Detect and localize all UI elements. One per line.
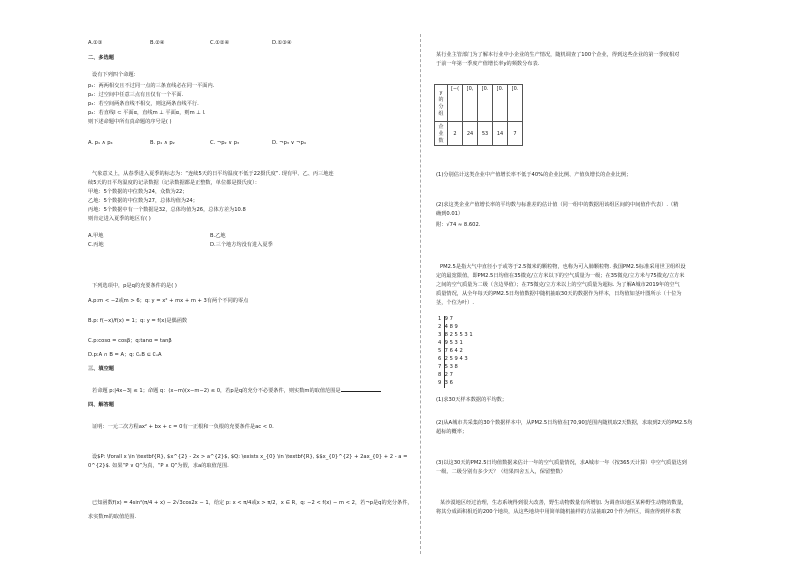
- summer-line: 丙地：5个数据中有一个数据是32，总体均值为26，总体方差为10.8: [88, 207, 246, 213]
- choice-c: C.丙地: [88, 242, 104, 248]
- table-cell: 14: [493, 122, 508, 146]
- table-cell: [−(: [448, 85, 463, 122]
- suff-item: C.p:cosα = cosβ；q:tanα = tanβ: [88, 338, 172, 344]
- growth-part1: (1)分别估计这类企业中产值增长率不低于40%的企业比例、产值负增长的企业比例；: [436, 172, 632, 178]
- pm-part3: 一级、二级分别有多少天？（结果四舍五入，保留整数）: [436, 469, 566, 475]
- stem-leaf-row: 8 2 7: [438, 372, 453, 378]
- prop-line: p₂：过空间中任意三点有且仅有一个平面.: [88, 92, 184, 98]
- choice-d: D.①③④: [272, 40, 292, 46]
- summer-line: 乙地：5个数据的中位数为27，总体均值为24；: [88, 198, 198, 204]
- choice-b: B.②④: [150, 40, 165, 46]
- stem-leaf-row: 4 9 5 3 1: [438, 340, 463, 346]
- logic-line: 设$P: \forall x \in \textbf{R}, $x^{2} - 2x > a^{2}$, $Q: \exists x_{0} \in \textbf{R}, $$x_{0}^{2} + 2ax_{0} + 2 - a =: [92, 454, 408, 460]
- stem-divider: [444, 316, 445, 388]
- choice-b: B. p₁ ∧ p₂: [150, 140, 175, 146]
- pm-intro: 定的最宽限值，即PM2.5日均值在35微克/立方米以下的空气质量为一级；在35微克/立方米与75微克/立方米: [436, 273, 685, 279]
- choice-c: C.①②④: [210, 40, 230, 46]
- proof-question: 证明：一元二次方程ax² + bx + c = 0有一正根和一负根的充要条件是ac < 0.: [92, 424, 274, 430]
- suff-item: D.p:A ∩ B = A；q: ∁ᵤB ⊆ ∁ᵤA: [88, 352, 162, 358]
- pm-part3: (3)以这30天的PM2.5日均值数据来估计一年的空气质量情况，求A城市一年（按365天计算）中空气质量达到: [436, 460, 687, 466]
- table-cell: [0,: [463, 85, 478, 122]
- stem-leaf-row: 7 5 3 8: [438, 364, 458, 370]
- growth-intro: 于前一年第一季度产值增长率y的频数分布表.: [436, 61, 540, 67]
- pm-intro: 之间的空气质量为二级（含边界值）；在75微克/立方米以上的空气质量为超标. 为了解A城市2019年的空气: [436, 282, 680, 288]
- choice-d: D. ¬p₃ ∨ ¬p₄: [272, 140, 306, 146]
- answer-blank: [341, 391, 381, 392]
- choice-d: D.三个地方均没有进入夏季: [210, 242, 273, 248]
- stem-leaf-row: 3 8 2 5 5 3 1: [438, 332, 473, 338]
- table-cell: [0.: [478, 85, 493, 122]
- pm-intro: 茎，个位为叶）.: [436, 300, 474, 306]
- choice-a: A.①③: [88, 40, 103, 46]
- column-divider: [420, 34, 421, 554]
- eco-intro: 将其分成面积相近的200个地块，从这些地块中用简单随机抽样的方法抽取20个作为样区，调查得到样本数: [436, 509, 681, 515]
- props-intro: 设有下列四个命题：: [92, 72, 139, 78]
- prop-line: 则下述命题中所有真命题的序号是( ): [88, 119, 172, 125]
- growth-intro: 某行业主管部门为了解本行业中小企业的生产情况，随机调查了100个企业，得到这些企业的第一季度相对: [436, 52, 680, 58]
- choice-c: C. ¬p₂ ∨ p₃: [210, 140, 240, 146]
- prop-line: p₄：若直线l ⊂ 平面α，直线m ⊥ 平面α，则m ⊥ l.: [88, 110, 206, 116]
- prop-line: p₁：两两相交且不过同一点的三条直线必在同一平面内.: [88, 83, 215, 89]
- growth-part2: 确到0.01）: [436, 211, 464, 217]
- table-cell: 2: [448, 122, 463, 146]
- summer-line: 甲地：5个数据的中位数为24，众数为22；: [88, 189, 188, 195]
- table-row-header: 企业数: [435, 122, 448, 146]
- table-row-header: y的分组: [435, 85, 448, 122]
- growth-note: 附：√74 ≈ 8.602.: [436, 222, 481, 228]
- eco-intro: 某沙漠地区经过治理，生态系统得到很大改善，野生动物数量有所增加. 为调查该地区某种野生动物的数量，: [440, 500, 688, 506]
- table-row: [435, 122, 523, 146]
- summer-line: 气象意义上，从春季进入夏季的标志为：“连续5天的日平均温度不低于22摄氏度”. 现有甲、乙、丙三地连: [92, 171, 334, 177]
- choice-a: A. p₁ ∧ p₄: [88, 140, 113, 146]
- summer-line: 则肯定进入夏季的地区有( ): [88, 216, 151, 222]
- table-cell: 53: [478, 122, 493, 146]
- pm-intro: PM2.5是指大气中直径小于或等于2.5微米的颗粒物，也称为可入肺颗粒物. 我国PM2.5标准采用世卫组织设: [440, 264, 686, 270]
- stem-leaf-row: 2 4 8 9: [438, 324, 458, 330]
- stem-leaf-row: 9 3 6: [438, 380, 453, 386]
- choice-a: A.甲地: [88, 233, 104, 239]
- table-cell: [0.: [493, 85, 508, 122]
- stem-leaf-row: 5 7 6 4 2: [438, 348, 463, 354]
- summer-line: 续5天的日平均温度的记录数据（记录数据都是正整数，单位都是摄氏度）：: [88, 180, 260, 186]
- stem-leaf-row: 6 2 5 9 4 3: [438, 356, 468, 362]
- section-multi-choice-title: 二、多选题: [88, 55, 114, 61]
- table-cell: [0.: [508, 85, 523, 122]
- pm-part1: (1)求30天样本数据的平均数；: [436, 397, 508, 403]
- func-line: 求实数m的取值范围.: [88, 514, 137, 520]
- section-answer-title: 四、解答题: [88, 402, 114, 408]
- logic-line: 0^{2}$. 如果“P ∨ Q”为真，“P ∧ Q”为假，求a的取值范围.: [88, 463, 229, 469]
- growth-part2: (2)求这类企业产值增长率的平均数与标准差的估计值（同一组中的数据用该组区间的中间值作代表）.（精: [436, 202, 679, 208]
- fill-question-text: 若命题 p:|4x−3| ≤ 1；命题 q：(x−m)(x−m−2) ≤ 0，若p是q的充分不必要条件，则实数m的取值范围是: [92, 388, 341, 394]
- func-line: 已知函数f(x) = 4sin²(π/4 + x) − 2√3cos2x − 1，给定 p: x < π/4或x > π/2，x ∈ R，q: −2 < f(x) − m < 2，若¬p是q的充分条件，: [92, 500, 413, 506]
- pm-part2: 超标的概率；: [436, 429, 468, 435]
- choice-b: B.乙地: [210, 233, 226, 239]
- suff-item: B.p: f(−x)/f(x) = 1；q: y = f(x)是偶函数: [88, 318, 188, 324]
- frequency-table: [434, 84, 523, 146]
- suff-item: A.p:m < −2或m > 6；q: y = x² + mx + m + 3有两个不同的零点: [88, 298, 249, 304]
- pm-intro: 质量情况，从全年每天的PM2.5日均值数据中随机抽取30天的数据作为样本，日均值如茎叶图所示（十位为: [436, 291, 682, 297]
- table-cell: 7: [508, 122, 523, 146]
- prop-line: p₃：若空间两条直线不相交，则这两条直线平行.: [88, 101, 199, 107]
- table-row: [435, 85, 523, 122]
- pm-part2: (2)从A城市共采集的30个数据样本中，从PM2.5日均值在[70,90]范围内随机取2天数据，求取到2天的PM2.5均: [436, 420, 693, 426]
- section-fill-title: 三、填空题: [88, 366, 114, 372]
- table-cell: 24: [463, 122, 478, 146]
- stem-leaf-row: 1 9 7: [438, 316, 453, 322]
- suff-intro: 下列选项中，p是q的充要条件的是( ): [92, 283, 177, 289]
- fill-question: [92, 388, 381, 395]
